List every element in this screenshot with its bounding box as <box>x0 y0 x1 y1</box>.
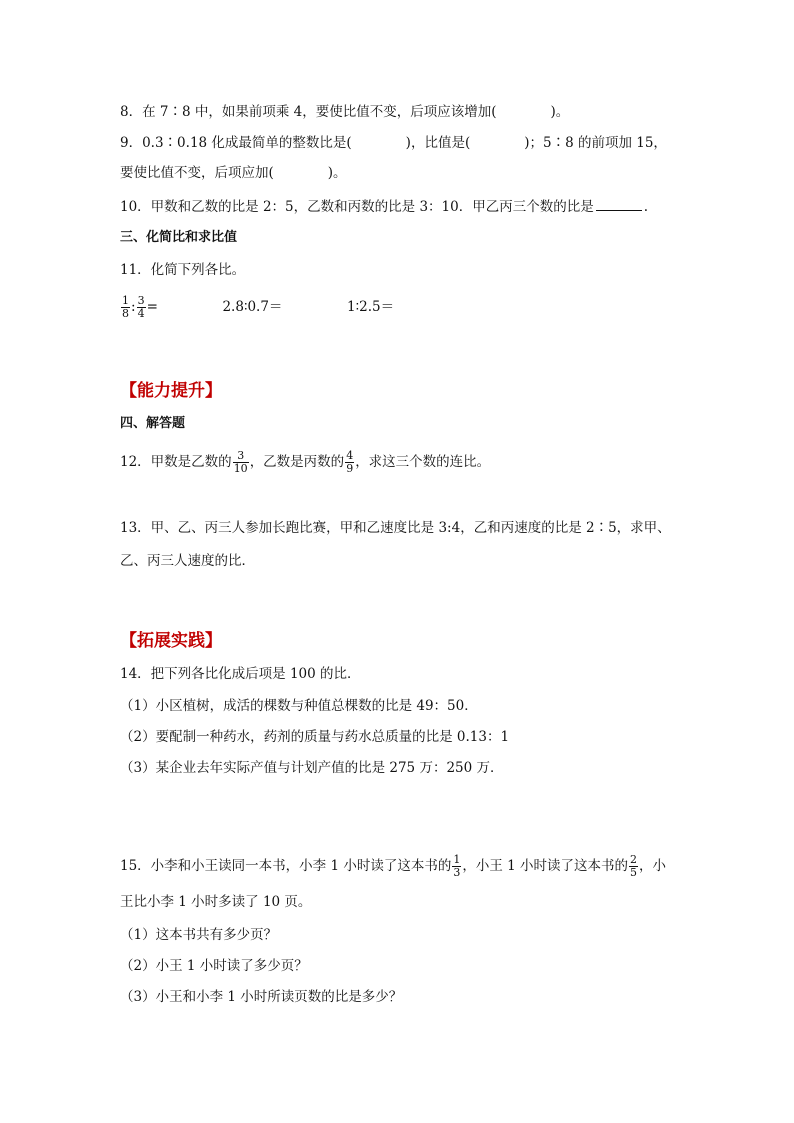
q10 <box>120 197 648 217</box>
q10-end: . <box>643 199 649 215</box>
q10-answer-blank[interactable] <box>596 198 642 211</box>
fraction: $\frac{4}{9}$ <box>346 449 354 475</box>
q14-sub-1: （1）小区植树，成活的棵数与种值总棵数的比是 49：50． <box>120 698 478 714</box>
q10-text: 10．甲数和乙数的比是 2：5，乙数和丙数的比是 3：10．甲乙丙三个数的比是 <box>120 199 594 215</box>
q13-line2: 乙、丙三人速度的比． <box>120 553 255 569</box>
q15-line1: 15．小李和小王读同一本书，小李 1 小时读了这本书的 $\frac{1}{3}$ ，小王 1 小时读了这本书的 $\frac{2}{5}$ ，小 <box>120 853 667 879</box>
q11-item-2: 2.8∶0.7＝ <box>222 299 283 315</box>
q8: 8．在 7∶8 中，如果前项乘 4，要使比值不变，后项应该增加( )。 <box>120 104 570 120</box>
q11-item-3: 1∶2.5＝ <box>347 299 395 315</box>
q14-sub-2: （2）要配制一种药水，药剂的质量与药水总质量的比是 0.13：1 <box>120 729 510 745</box>
q15-sub-3: （3）小王和小李 1 小时所读页数的比是多少？ <box>120 989 403 1005</box>
q11: 11．化简下列各比。 <box>120 262 246 278</box>
fraction: $\frac{3}{4}$ <box>137 294 145 320</box>
fraction: $\frac{1}{3}$ <box>453 853 461 879</box>
q13-line1: 13．甲、乙、丙三人参加长跑比赛，甲和乙速度比是 3:4，乙和丙速度的比是 2∶5，求甲、 <box>120 520 671 536</box>
q14-sub-3: （3）某企业去年实际产值与计划产值的比是 275 万：250 万． <box>120 760 504 776</box>
q14: 14．把下列各比化成后项是 100 的比． <box>120 666 361 682</box>
q11-item-1: $\frac{1}{8}$ : $\frac{3}{4}$ = <box>122 294 158 320</box>
q9-line2: 要使比值不变，后项应加( )。 <box>120 165 347 181</box>
fraction: $\frac{3}{10}$ <box>233 449 248 475</box>
fraction: $\frac{1}{8}$ <box>122 294 129 320</box>
q15-line2: 王比小李 1 小时多读了 10 页。 <box>120 894 312 910</box>
q9-line1: 9．0.3∶0.18 化成最简单的整数比是( )，比值是( )；5∶8 的前项加 15， <box>120 135 667 151</box>
section-4-heading: 四、解答题 <box>120 416 186 431</box>
q11-items <box>120 290 394 324</box>
section-3-heading: 三、化简比和求比值 <box>120 230 238 245</box>
q12: 12．甲数是乙数的 $\frac{3}{10}$ ，乙数是丙数的 $\frac{4}{9}$ ，求这三个数的连比。 <box>120 449 491 475</box>
heading-practice: 【拓展实践】 <box>120 631 222 651</box>
heading-ability: 【能力提升】 <box>120 381 222 401</box>
fraction: $\frac{2}{5}$ <box>630 853 638 879</box>
q15-sub-2: （2）小王 1 小时读了多少页？ <box>120 958 308 974</box>
q15-sub-1: （1）这本书共有多少页？ <box>120 927 278 943</box>
